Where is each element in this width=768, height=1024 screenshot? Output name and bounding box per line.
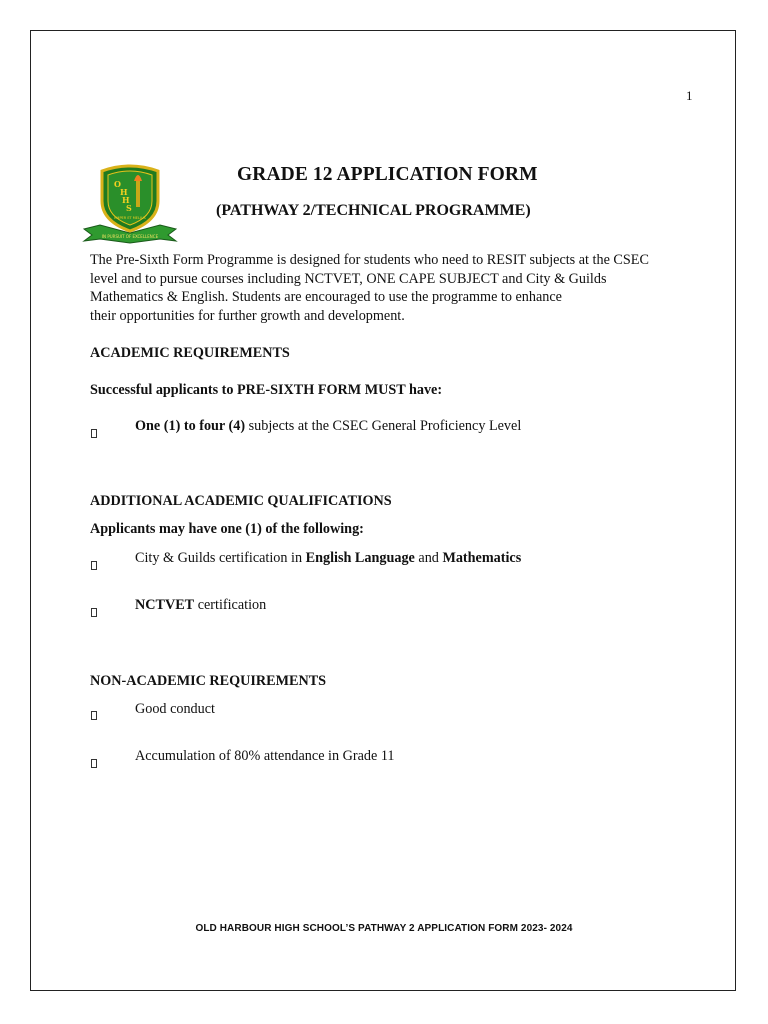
additional-item-city-guilds: City & Guilds certification in English Language and Mathematics	[135, 550, 522, 566]
form-title: GRADE 12 APPLICATION FORM	[237, 164, 538, 185]
intro-line: The Pre-Sixth Form Programme is designed for students who need to RESIT subjects at the CSEC	[90, 252, 649, 268]
additional-qualifications-lead: Applicants may have one (1) of the following:	[90, 521, 364, 537]
bullet-icon	[91, 429, 97, 438]
crest-letter-o: O	[114, 179, 121, 189]
school-crest-logo	[82, 163, 178, 245]
non-academic-item-conduct: Good conduct	[135, 701, 215, 717]
non-academic-requirements-heading: NON-ACADEMIC REQUIREMENTS	[90, 673, 327, 689]
crest-letter-h1: H	[120, 187, 128, 197]
crest-banner-text: IN PURSUIT OF EXCELLENCE	[101, 234, 159, 239]
page-number: 1	[686, 88, 693, 103]
additional-qualifications-heading: ADDITIONAL ACADEMIC QUALIFICATIONS	[90, 493, 392, 509]
academic-item-subjects: One (1) to four (4) subjects at the CSEC General Proficiency Level	[135, 418, 522, 434]
bullet-icon	[91, 711, 97, 720]
academic-requirements-heading: ACADEMIC REQUIREMENTS	[90, 345, 290, 361]
non-academic-item-attendance: Accumulation of 80% attendance in Grade 11	[135, 748, 395, 764]
additional-item-nctvet: NCTVET certification	[135, 597, 267, 613]
crest-letter-s: S	[126, 203, 132, 213]
bullet-icon	[91, 608, 97, 617]
crest-letter-h2: H	[122, 195, 130, 205]
intro-paragraph	[90, 251, 690, 325]
page-footer: OLD HARBOUR HIGH SCHOOL’S PATHWAY 2 APPLICATION FORM 2023- 2024	[195, 923, 573, 934]
form-subtitle: (PATHWAY 2/TECHNICAL PROGRAMME)	[216, 202, 531, 219]
crest-motto: EMPER ET MELIUS	[114, 216, 146, 220]
academic-requirements-lead: Successful applicants to PRE-SIXTH FORM MUST have:	[90, 382, 443, 398]
intro-line: Mathematics & English. Students are encouraged to use the programme to enhance	[90, 289, 562, 306]
intro-line: level and to pursue courses including NCTVET, ONE CAPE SUBJECT and City & Guilds	[90, 270, 607, 287]
bullet-icon	[91, 561, 97, 570]
bullet-icon	[91, 759, 97, 768]
intro-line: their opportunities for further growth and development.	[90, 307, 405, 324]
